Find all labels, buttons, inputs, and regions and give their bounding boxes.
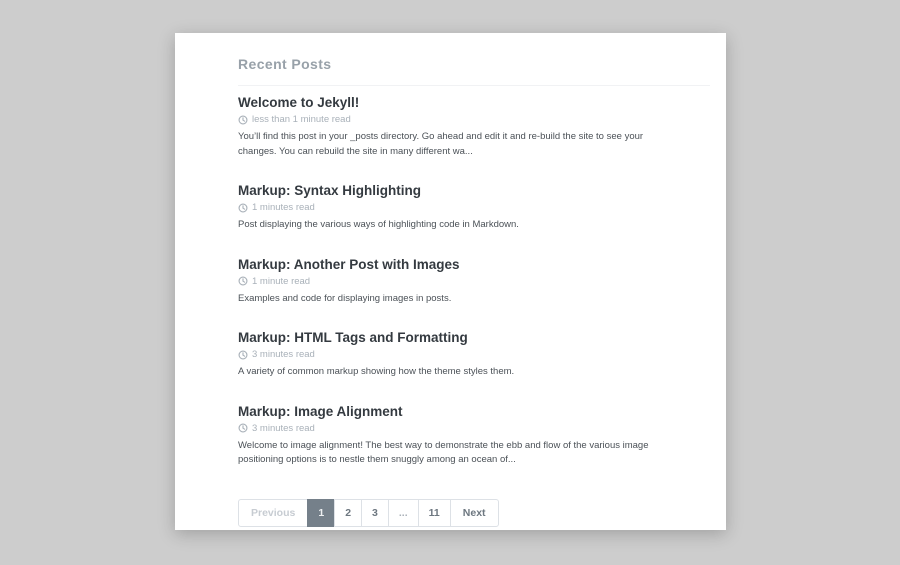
posts-list bbox=[238, 86, 710, 468]
post-read-time bbox=[238, 422, 710, 435]
post-title-link[interactable]: Markup: Another Post with Images bbox=[238, 256, 460, 272]
post-read-time bbox=[238, 348, 710, 361]
page-button-3[interactable]: 3 bbox=[361, 499, 389, 528]
read-time-label: 1 minutes read bbox=[252, 202, 315, 213]
ellipsis-page-item: ... bbox=[388, 499, 419, 528]
post-item bbox=[238, 94, 710, 159]
post-title-link[interactable]: Welcome to Jekyll! bbox=[238, 95, 360, 110]
clock-icon bbox=[238, 276, 248, 286]
post-item bbox=[238, 403, 710, 468]
page-button-1[interactable]: 1 bbox=[307, 499, 335, 528]
clock-icon bbox=[238, 203, 248, 213]
post-excerpt: Examples and code for displaying images in posts. bbox=[238, 292, 452, 304]
page-button-2[interactable]: 2 bbox=[334, 499, 362, 528]
post-read-time bbox=[238, 275, 710, 288]
read-time-label: 3 minutes read bbox=[252, 422, 315, 434]
next-page-button[interactable]: Next bbox=[450, 499, 499, 528]
read-time-label: 1 minute read bbox=[252, 275, 311, 287]
post-excerpt: You’ll find this post in your _posts directory. Go ahead and edit it and re-build the site to see your changes. You can rebuild the site in many different wa... bbox=[238, 131, 644, 157]
previous-page-button: Previous bbox=[238, 499, 308, 528]
recent-posts-card bbox=[175, 33, 726, 530]
post-excerpt: A variety of common markup showing how the theme styles them. bbox=[238, 366, 515, 377]
page-button-11[interactable]: 11 bbox=[418, 499, 451, 528]
post-title-link[interactable]: Markup: HTML Tags and Formatting bbox=[238, 330, 468, 345]
read-time-label: 3 minutes read bbox=[252, 349, 315, 360]
clock-icon bbox=[238, 115, 248, 125]
post-title-link[interactable]: Markup: Syntax Highlighting bbox=[238, 183, 422, 198]
post-excerpt: Welcome to image alignment! The best way to demonstrate the ebb and flow of the various image positioning options is to nestle them snuggly among an ocean of... bbox=[238, 439, 649, 465]
page-title: Recent Posts bbox=[238, 56, 710, 86]
clock-icon bbox=[238, 350, 248, 360]
post-item bbox=[238, 329, 710, 380]
clock-icon bbox=[238, 423, 248, 433]
post-read-time bbox=[238, 201, 710, 214]
post-item bbox=[238, 182, 710, 233]
read-time-label: less than 1 minute read bbox=[252, 114, 351, 125]
post-title-link[interactable]: Markup: Image Alignment bbox=[238, 403, 403, 419]
post-read-time bbox=[238, 113, 710, 126]
post-item bbox=[238, 256, 710, 307]
pagination bbox=[238, 499, 499, 528]
post-excerpt: Post displaying the various ways of highlighting code in Markdown. bbox=[238, 219, 519, 230]
